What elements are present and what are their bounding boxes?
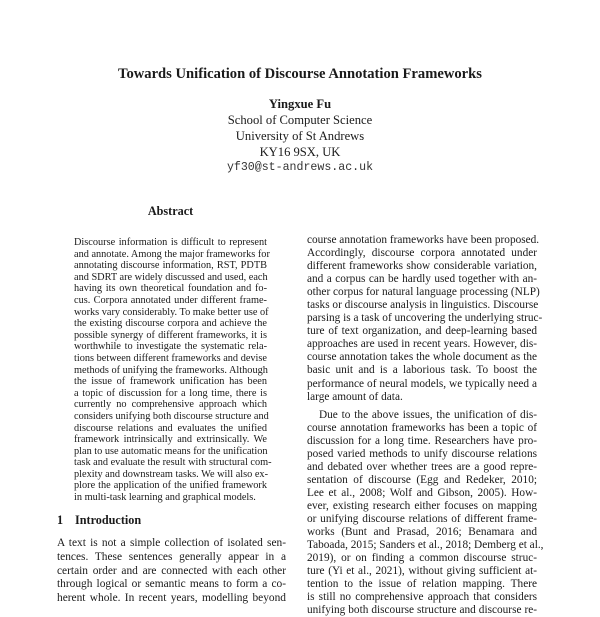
text-line: Discourse information is difficult to represent: [74, 237, 267, 248]
text-line: in multi-task learning and graphical models.: [74, 492, 256, 504]
text-line: large amount of data.: [307, 390, 403, 403]
text-line: certain order and are connected with each other: [57, 564, 286, 577]
text-line: possible synergy of different frameworks, it is: [74, 329, 267, 341]
text-line: tention to the issue of relation mapping. There: [307, 578, 537, 591]
text-line: 2019), or on finding a common discourse struc-: [307, 552, 537, 565]
text-line: plore the application of the unified framework: [74, 480, 267, 492]
text-line: sentation of discourse (Egg and Redeker, 2010;: [307, 473, 537, 486]
paper-title: Towards Unification of Discourse Annotation Frameworks: [118, 66, 482, 82]
text-line: works vary considerably. To make better use of: [74, 306, 269, 318]
text-line: tasks or discourse analysis in linguistics. Discourse: [307, 299, 539, 312]
text-line: currently no comprehensive approach which: [74, 399, 267, 411]
author-name: Yingxue Fu: [268, 97, 332, 111]
author-affiliation-postcode: KY16 9SX, UK: [259, 145, 341, 159]
text-line: annotating discourse information, RST, PDTB: [74, 260, 267, 272]
right-column-body: [307, 234, 544, 617]
text-line: parsing is a task of uncovering the underlying struc-: [307, 312, 543, 325]
text-line: different frameworks show considerable variation,: [307, 260, 537, 273]
text-line: herent whole. In recent years, modelling beyond: [57, 592, 286, 605]
text-line: and a corpus can be hardly used together with an-: [307, 273, 537, 286]
section-number: 1: [57, 513, 64, 527]
text-line: or unifying discourse relations of different frame-: [307, 512, 537, 525]
text-line: basic unit and is a laborious task. To boost the: [307, 364, 537, 377]
text-line: ture (Yi et al., 2021), without giving sufficient at-: [307, 565, 537, 578]
text-line: performance of neural models, we typically need a: [307, 377, 537, 390]
text-line: the existing discourse corpora and achieve the: [74, 318, 267, 330]
text-line: plan to use automatic means for the unification: [74, 445, 268, 457]
paragraph: [307, 234, 543, 404]
text-line: ever, existing research either focuses on mapping: [307, 499, 537, 512]
text-line: the issue of framework unification has been: [74, 376, 267, 388]
text-line: Accordingly, discourse corpora annotated under: [307, 247, 537, 260]
author-affiliation-university: University of St Andrews: [235, 129, 365, 143]
text-line: framework intrinsically and extrinsically. We: [74, 434, 267, 446]
text-line: ture of text organization, and deep-learning based: [307, 325, 537, 338]
text-line: tions between different frameworks and devise: [74, 352, 267, 364]
paragraph: [307, 408, 544, 617]
text-line: works (Bunt and Prasad, 2016; Benamara and: [307, 526, 537, 539]
text-line: worthwhile to investigate the systematic rela-: [74, 341, 267, 353]
text-line: and debated over whether trees are a good repre-: [307, 460, 537, 473]
text-line: cus. Corpora annotated under different frame-: [74, 294, 267, 306]
author-email: yf30@st-andrews.ac.uk: [226, 161, 374, 174]
section-title: Introduction: [75, 513, 142, 527]
text-line: and annotate. Among the major frameworks for: [74, 248, 270, 260]
text-line: other corpus for natural language processing (NLP): [307, 286, 540, 299]
text-line: considers unifying both discourse structure and: [74, 410, 269, 422]
text-line: task and evaluate the result with structural com-: [74, 457, 272, 469]
author-affiliation-school: School of Computer Science: [227, 113, 373, 127]
text-line: course annotation frameworks has been a topic of: [307, 421, 537, 434]
text-line: discourse relations and evaluates the unified: [74, 422, 267, 434]
text-line: approaches are used in recent years. However, dis-: [307, 338, 537, 351]
text-line: is still no comprehensive approach that considers: [307, 591, 537, 604]
text-line: course annotation frameworks have been proposed.: [307, 234, 540, 246]
text-line: course annotation takes the whole document as the: [307, 351, 537, 364]
text-line: methods of unifying the frameworks. Although: [74, 364, 268, 376]
section-heading-introduction: [57, 513, 141, 528]
abstract-body: [74, 237, 272, 504]
text-line: Lee et al., 2008; Wolf and Gibson, 2005). How-: [307, 486, 537, 499]
text-line: and SDRT are widely discussed and used, each: [74, 271, 268, 283]
text-line: A text is not a simple collection of isolated sen-: [57, 537, 286, 549]
text-line: having its own theoretical foundation and fo-: [74, 283, 267, 295]
introduction-body: [57, 537, 286, 606]
text-line: through logical or semantic means to form a co-: [57, 578, 286, 591]
text-line: a topic of discussion for a long time, there is: [74, 387, 267, 399]
abstract-heading: Abstract: [147, 204, 194, 218]
text-line: unifying both discourse structure and discourse re-: [307, 604, 537, 617]
text-line: discussion for a long time. Researchers have pro-: [307, 434, 537, 447]
text-line: Due to the above issues, the unification of dis-: [319, 408, 537, 421]
text-line: Taboada, 2015; Sanders et al., 2018; Demberg et al.,: [307, 539, 544, 552]
text-line: plexity and downstream tasks. We will also ex-: [74, 468, 269, 480]
text-line: posed varied methods to unify discourse relations: [307, 447, 537, 460]
text-line: tences. These sentences generally appear in a: [57, 550, 286, 563]
